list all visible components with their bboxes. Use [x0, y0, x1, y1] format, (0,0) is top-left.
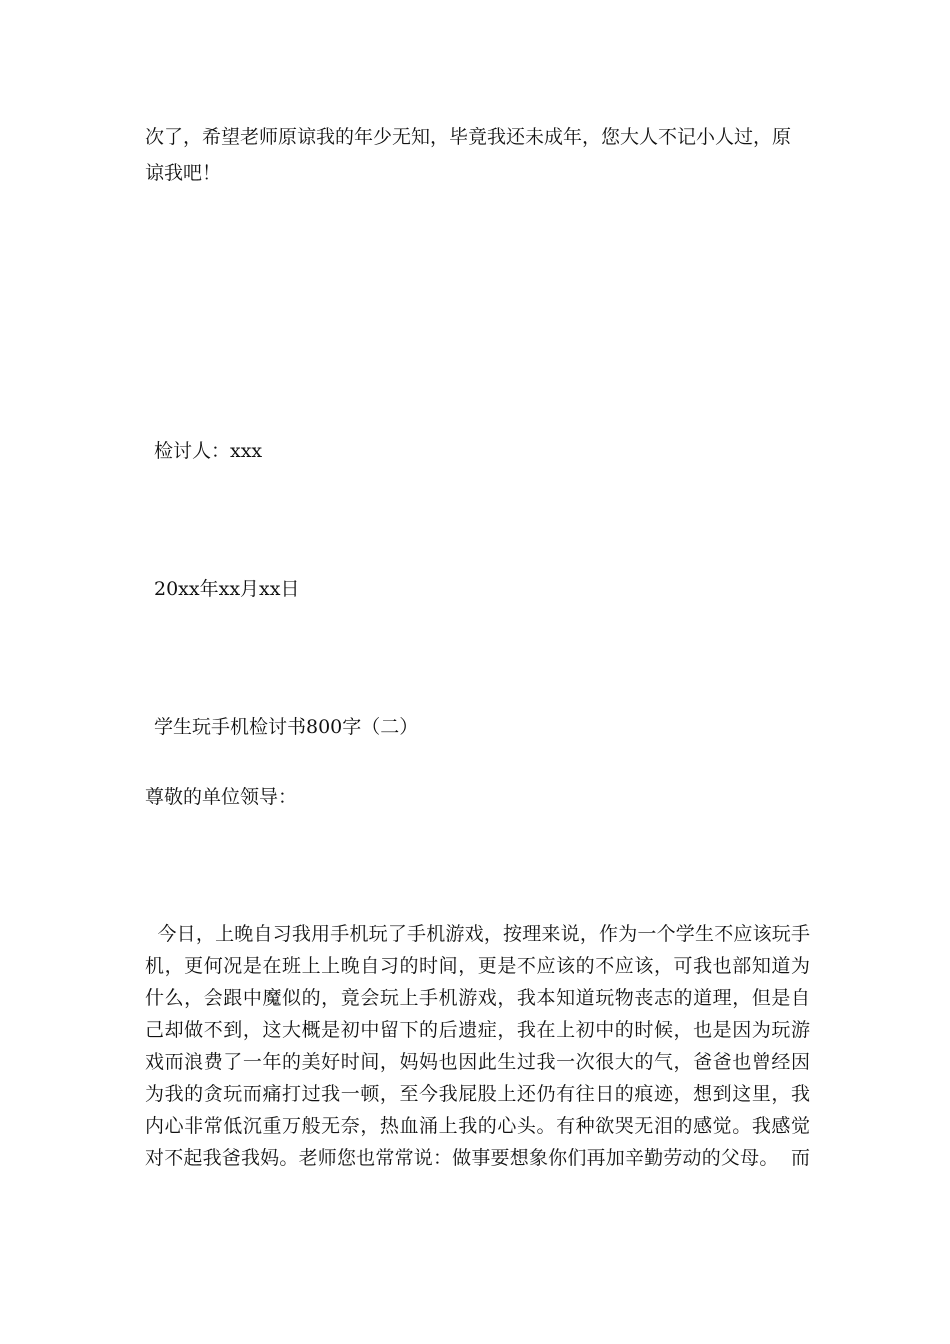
body-line: 己却做不到，这大概是初中留下的后遗症，我在上初中的时候，也是因为玩游	[145, 1019, 810, 1041]
salutation: 尊敬的单位领导：	[145, 786, 298, 808]
body-line: 戏而浪费了一年的美好时间，妈妈也因此生过我一次很大的气，爸爸也曾经因	[145, 1051, 810, 1073]
body-line: 今日，上晚自习我用手机玩了手机游戏，按理来说，作为一个学生不应该玩手	[145, 923, 810, 945]
section-title: 学生玩手机检讨书800字（二）	[154, 716, 419, 738]
body-line: 为我的贪玩而痛打过我一顿，至今我屁股上还仍有往日的痕迹，想到这里，我	[145, 1083, 810, 1105]
body-line: 对不起我爸我妈。老师您也常常说：做事要想象你们再加辛勤劳动的父母。 而	[145, 1147, 810, 1169]
body-line: 什么，会跟中魔似的，竟会玩上手机游戏，我本知道玩物丧志的道理，但是自	[145, 987, 810, 1009]
signature: 检讨人：xxx	[154, 440, 263, 462]
date: 20xx年xx月xx日	[154, 578, 300, 600]
body-line: 机，更何况是在班上上晚自习的时间，更是不应该的不应该，可我也部知道为	[145, 955, 810, 977]
body-line: 内心非常低沉重万般无奈，热血涌上我的心头。有种欲哭无泪的感觉。我感觉	[145, 1115, 810, 1137]
body-paragraph	[145, 918, 810, 1174]
continuation-line-2: 谅我吧！	[145, 162, 222, 184]
continuation-line-1: 次了，希望老师原谅我的年少无知，毕竟我还未成年，您大人不记小人过，原	[145, 126, 792, 148]
